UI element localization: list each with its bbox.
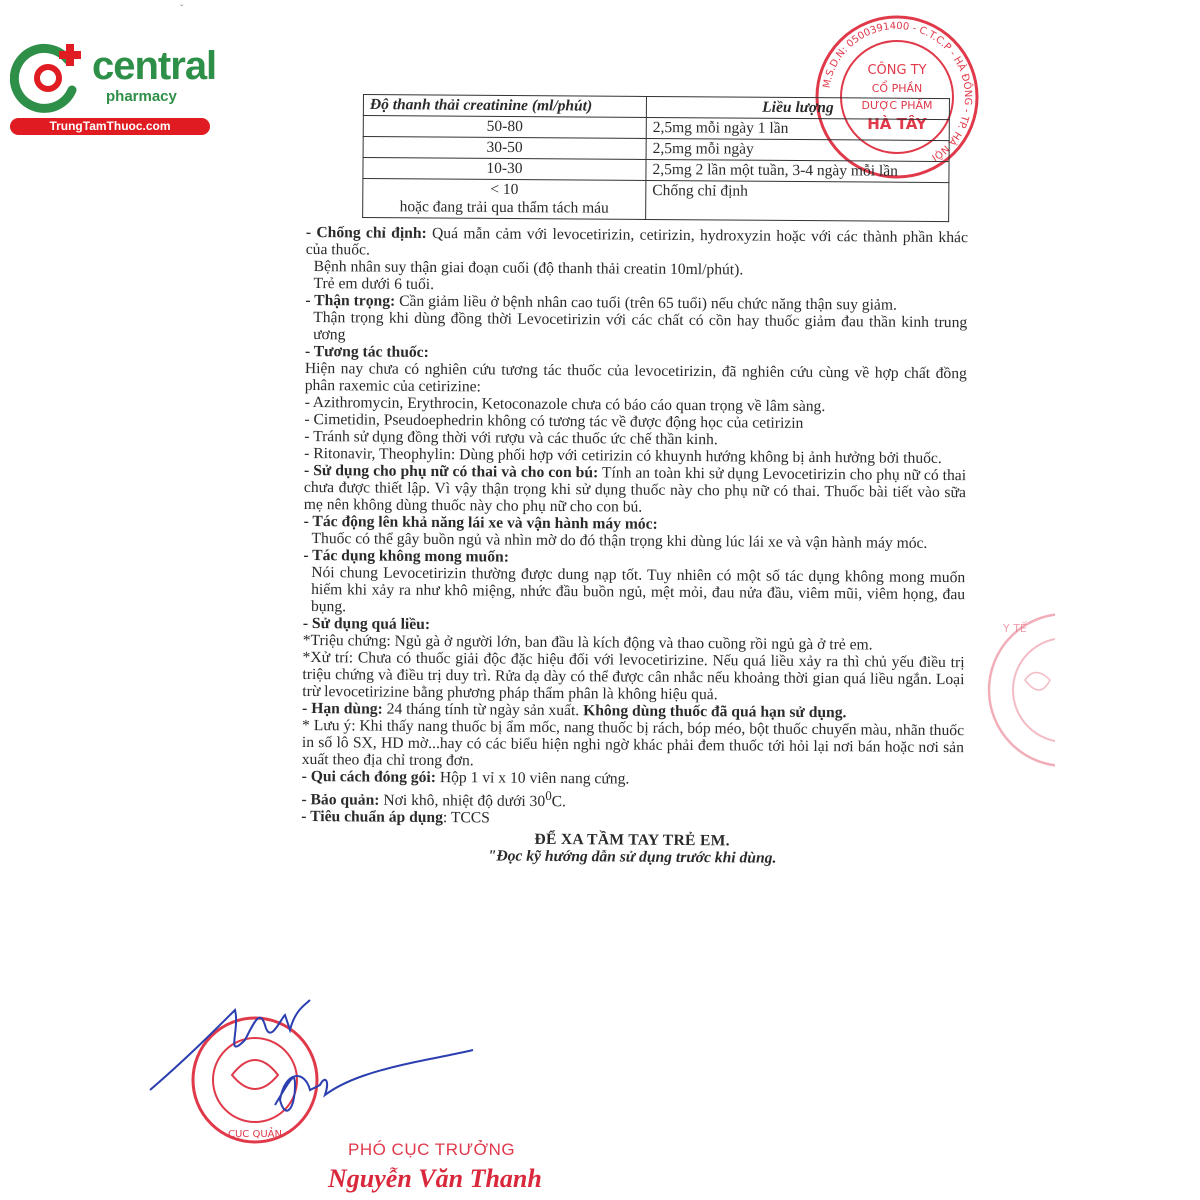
official-name-signature: Nguyễn Văn Thanh [328,1164,542,1193]
contraindication-text: Quá mẫn cảm với levocetirizin, cetirizin, hydroxyzin hoặc với các thành phần khác của thuốc. [305,224,968,259]
company-stamp-line3: DƯỢC PHẨM [861,99,933,112]
table-cell-clearance-extra: hoặc đang trải qua thẩm tách máu [399,198,609,217]
storage-title: - Bảo quản: [301,791,380,809]
table-cell-clearance: 10-30 [363,158,646,181]
expiry-text: 24 tháng tính từ ngày sản xuất. [382,700,584,720]
contraindication-title: - Chống chỉ định: [305,224,427,242]
read-instructions-note: "Đọc kỹ hướng dẫn sử dụng trước khi dùng. [487,847,777,867]
right-edge-stamp [985,610,1055,770]
overdose-title: - Sử dụng quá liều: [302,614,431,633]
right-stamp-text: Y TẾ [1003,622,1027,635]
standard-text: : TCCS [442,809,490,827]
side-effects-title: - Tác dụng không mong muốn: [303,546,509,566]
keep-away-warning: ĐỂ XA TẦM TAY TRẺ EM. [534,831,730,850]
interaction-item: - Cimetidin, Pseudoephedrin không có tương tác về được động học của cetirizin [304,410,804,432]
pregnancy-text: Tính an toàn khi sử dụng Levocetirizin cho phụ nữ có thai chưa được thiết lập. Vì vậy thận trọng khi sử dụng thuốc này cho phụ nữ có thai. Thuốc bài tiết vào sữa mẹ nên không dùng thuốc này cho phụ nữ cho con bú. [303,464,967,516]
company-stamp-line1: CÔNG TY [867,63,927,78]
table-cell-dose: 2,5mg 2 lần một tuần, 3-4 ngày mỗi lần [646,159,949,182]
logo-brand-text: central [92,44,217,88]
contraindication-kidney: Bệnh nhân suy thận giai đoạn cuối (độ thanh thải creatin 10ml/phút). [313,258,744,279]
table-cell-dose: 2,5mg mỗi ngày 1 lần [646,117,949,140]
scan-mark: ˇ [180,4,184,15]
caution-title: - Thận trọng: [305,291,396,310]
table-header-dose: Liều lượng [646,96,949,119]
overdose-treatment: *Xử trí: Chưa có thuốc giải độc đặc hiệu đối với levocetirizine. Nếu quá liều xảy ra thì chủ yếu điều trị triệu chứng và điều trị duy trì. Rửa dạ dày có thể được cân nhắc nếu khoảng thời gian quá liều ngắn. Loại trừ levocetirizine bằng phương pháp thẩm phân là không hiệu quả. [302,648,965,704]
storage-degree: 0 [545,787,552,803]
leaflet-body [301,224,968,868]
expiry-warning: Không dùng thuốc đã quá hạn sử dụng. [583,702,847,722]
caution-text: Cần giảm liều ở bệnh nhân cao tuổi (trên 65 tuổi) nếu chức năng thận suy giảm. [395,292,897,314]
logo-sub-text: pharmacy [106,88,177,105]
official-title: PHÓ CỤC TRƯỞNG [348,1140,516,1159]
table-row [363,179,949,222]
table-cell-clearance: 30-50 [363,137,646,160]
pregnancy-paragraph [304,462,966,518]
side-effects-text: Nói chung Levocetirizin thường được dung nạp tốt. Tuy nhiên có một số tác dụng không mong muốn hiếm khi xảy ra như khô miệng, nhức đầu buồn ngủ, mệt mỏi, đau nửa đầu, viêm mũi, viêm họng, đau bụng. [310,564,966,616]
driving-title: - Tác động lên khả năng lái xe và vận hành máy móc: [303,512,658,533]
caution-alcohol: Thận trọng khi dùng đồng thời Levocetirizin với các chất có cồn hay thuốc giảm đau thần kinh trung ương [313,309,968,344]
interaction-intro: Hiện nay chưa có nghiên cứu tương tác thuốc của levocetirizin, đã nghiên cứu cùng về hợp chất đồng phân raxemic của cetirizine: [304,359,967,396]
packaging-text: Hộp 1 vỉ x 10 viên nang cứng. [435,769,630,788]
official-stamp-ring: CỤC QUẢN [228,1129,282,1140]
packaging-title: - Qui cách đóng gói: [301,767,437,787]
contraindication-children: Trẻ em dưới 6 tuổi. [313,275,435,294]
logo-c-cross-icon [10,38,90,118]
signature-scribble [145,990,475,1135]
storage-note: * Lưu ý: Khi thấy nang thuốc bị ẩm mốc, nang thuốc bị rách, bóp méo, bột thuốc chuyển màu, nhãn thuốc in số lô SX, HD mờ...hay có các biểu hiện nghi ngờ khác phải đem thuốc tới hỏi lại nơi bán hoặc nơi sản xuất theo địa chỉ trong đơn. [301,716,965,770]
storage-text: Nơi khô, nhiệt độ dưới 30 [379,791,546,811]
logo-url-badge[interactable]: TrungTamThuoc.com [10,118,210,135]
central-pharmacy-logo[interactable] [10,38,215,138]
table-header-creatinine: Độ thanh thải creatinine (ml/phút) [363,95,646,118]
expiry-title: - Hạn dùng: [302,699,383,718]
dosage-table [362,94,950,222]
standard-title: - Tiêu chuẩn áp dụng [301,808,443,827]
interaction-item: - Azithromycin, Erythrocin, Ketoconazole chưa có báo cáo quan trọng về lâm sàng. [304,393,826,416]
driving-text: Thuốc có thể gây buồn ngủ và nhìn mờ do đó thận trọng khi dùng lúc lái xe và vận hành máy móc. [311,530,928,552]
interaction-title: - Tương tác thuốc: [304,342,429,361]
company-stamp-line2: CỔ PHẦN [871,82,923,95]
table-cell-dose: Chống chỉ định [646,180,949,221]
table-cell-dose: 2,5mg mỗi ngày [646,138,949,161]
company-stamp-line4: HÀ TÂY [867,115,927,133]
table-cell-clearance-value: < 10 [490,180,519,199]
contraindication-paragraph [306,224,968,263]
interaction-item: - Tránh sử dụng đồng thời với rượu và các thuốc ức chế thần kinh. [304,427,718,449]
pregnancy-title: - Sử dụng cho phụ nữ có thai và cho con bú: [303,461,599,482]
storage-unit: C. [551,793,567,811]
table-cell-clearance [363,179,646,220]
table-cell-clearance: 50-80 [363,116,646,139]
company-stamp-ring: M.S.D.N: 0500391400 - C.T.C.P - HÀ ĐÔNG - TP. HÀ NỘI [821,20,974,163]
overdose-symptoms: *Triệu chứng: Ngủ gà ở người lớn, ban đầu là kích động và thao cuồng rồi ngủ gà ở trẻ em. [302,631,873,654]
interaction-item: - Ritonavir, Theophylin: Dùng phối hợp với cetirizin có khuynh hướng không bị ảnh hưởng bởi thuốc. [304,444,942,468]
